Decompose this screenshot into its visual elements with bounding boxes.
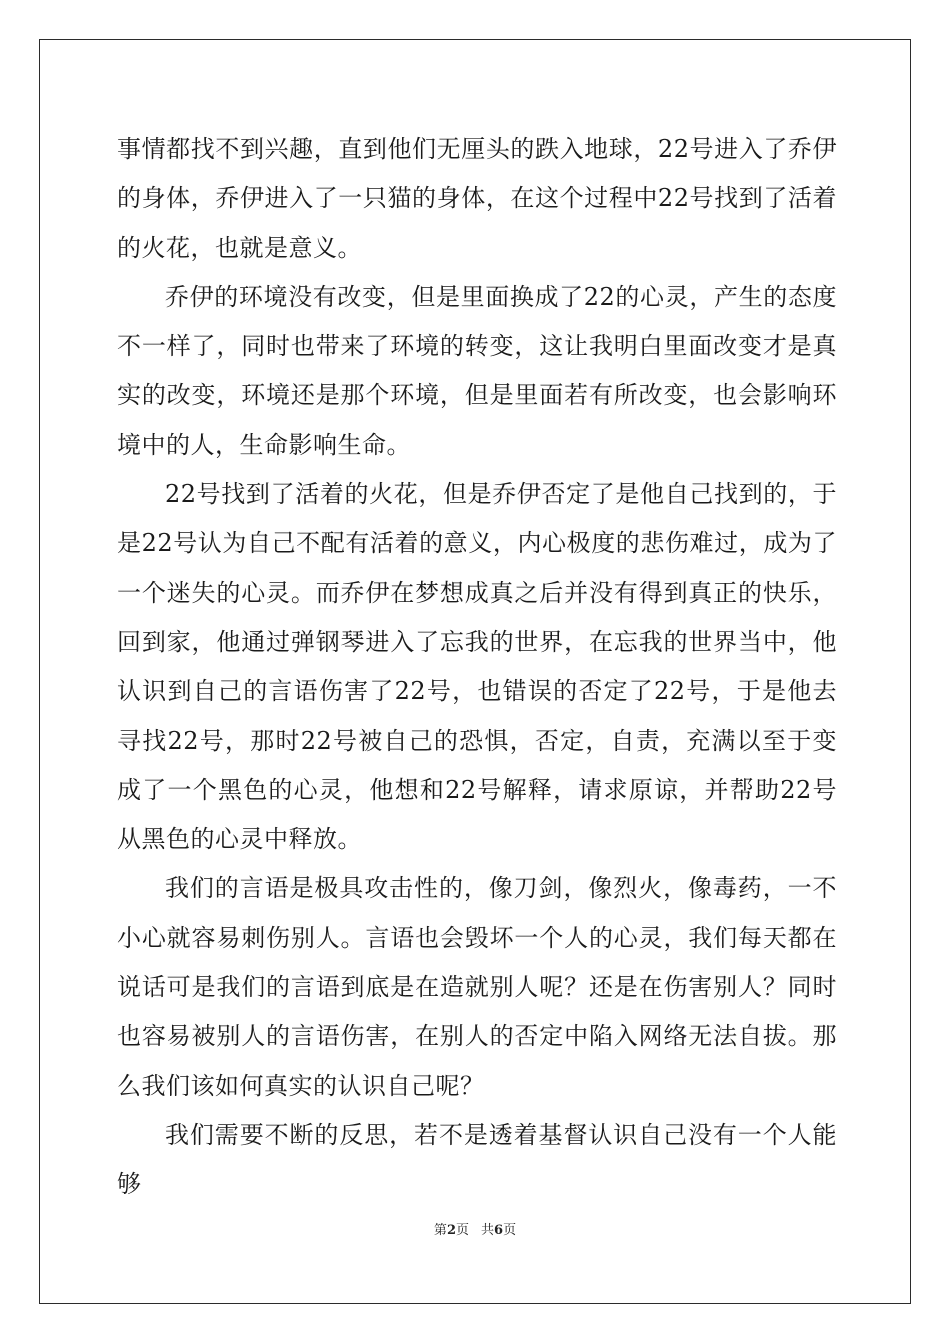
page-suffix: 页 (455, 1223, 469, 1238)
paragraph: 乔伊的环境没有改变，但是里面换成了22的心灵，产生的态度不一样了，同时也带来了环境的转变，这让我明白里面改变才是真实的改变，环境还是那个环境，但是里面若有所改变，也会影响环境中的人，生命影响生命。 (117, 282, 837, 459)
document-body (117, 125, 837, 1210)
paragraph: 我们的言语是极具攻击性的，像刀剑，像烈火，像毒药，一不小心就容易刺伤别人。言语也会毁坏一个人的心灵，我们每天都在说话可是我们的言语到底是在造就别人呢？还是在伤害别人？同时也容易被别人的言语伤害，在别人的否定中陷入网络无法自拔。那么我们该如何真实的认识自己呢？ (117, 874, 837, 1100)
page-footer (0, 1219, 950, 1238)
paragraph: 我们需要不断的反思，若不是透着基督认识自己没有一个人能够 (117, 1120, 837, 1199)
total-prefix: 共 (481, 1223, 495, 1238)
total-suffix: 页 (503, 1223, 517, 1238)
page-prefix: 第 (433, 1223, 447, 1238)
paragraph-continued: 事情都找不到兴趣，直到他们无厘头的跌入地球，22号进入了乔伊的身体，乔伊进入了一只猫的身体，在这个过程中22号找到了活着的火花，也就是意义。 (117, 135, 837, 262)
total-page-number: 6 (494, 1223, 504, 1238)
current-page-number: 2 (446, 1223, 456, 1238)
paragraph: 22号找到了活着的火花，但是乔伊否定了是他自己找到的，于是22号认为自己不配有活着的意义，内心极度的悲伤难过，成为了一个迷失的心灵。而乔伊在梦想成真之后并没有得到真正的快乐，回到家，他通过弹钢琴进入了忘我的世界，在忘我的世界当中，他认识到自己的言语伤害了22号，也错误的否定了22号，于是他去寻找22号，那时22号被自己的恐惧，否定，自责，充满以至于变成了一个黑色的心灵，他想和22号解释，请求原谅，并帮助22号从黑色的心灵中释放。 (117, 480, 837, 854)
